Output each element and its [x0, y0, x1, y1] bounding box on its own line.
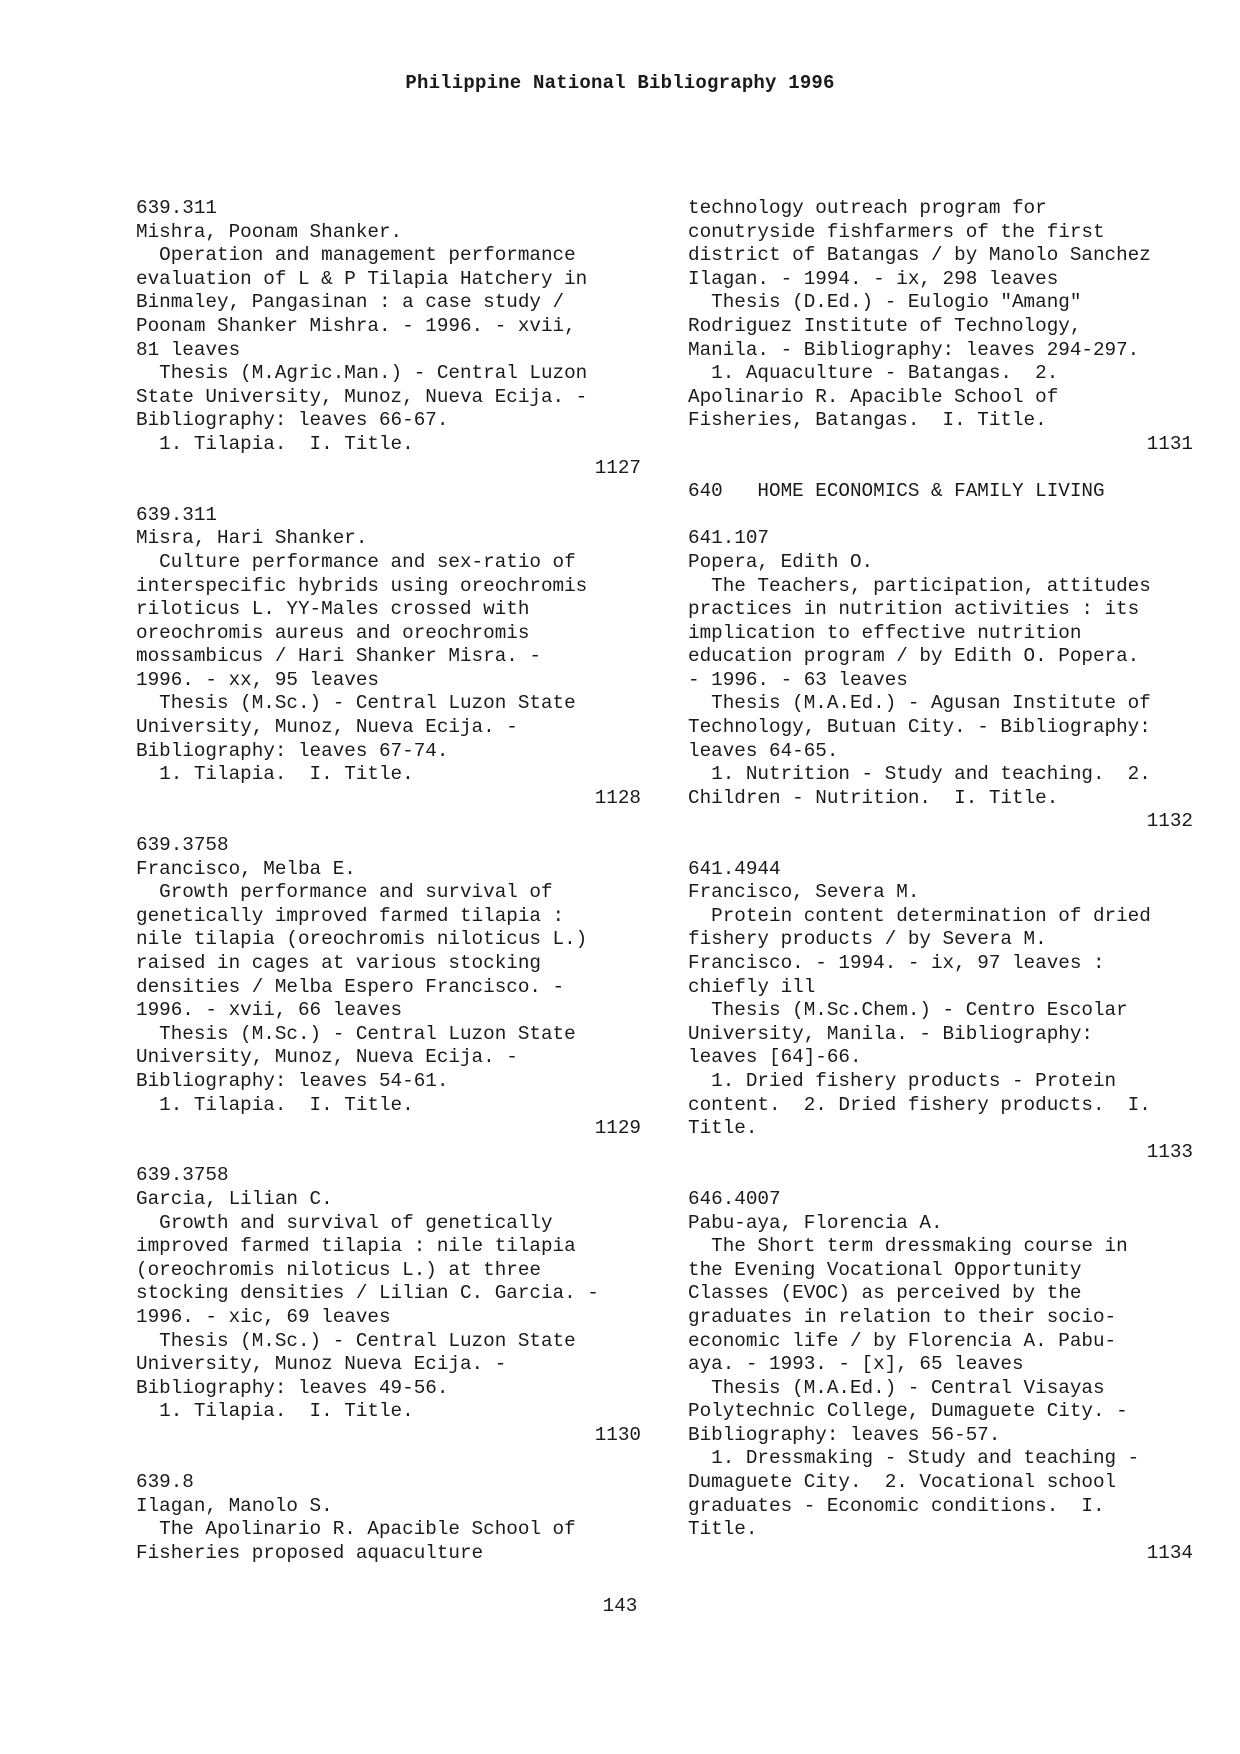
entry-line: content. 2. Dried fishery products. I. [688, 1093, 1151, 1116]
entry-heading: 639.311 [136, 197, 217, 219]
entry-line: Bibliography: leaves 56-57. [688, 1423, 1001, 1446]
entry-line: University, Manila. - Bibliography: [688, 1022, 1093, 1045]
entry-line: Francisco. - 1994. - ix, 97 leaves : [688, 952, 1105, 974]
entry-line: chiefly ill [688, 975, 816, 998]
entry-line: 1996. - xx, 95 leaves [136, 668, 379, 691]
entry-spacer [688, 1164, 1193, 1188]
entry-line: Polytechnic College, Dumaguete City. - [688, 1400, 1128, 1423]
entry-number: 1133 [1146, 1140, 1193, 1163]
entry-line: Growth and survival of genetically [136, 1211, 553, 1234]
entry-line: stocking densities / Lilian C. Garcia. - [136, 1282, 599, 1305]
entry-heading: 639.311 [136, 503, 217, 526]
entry-line: Bibliography: leaves 67-74. [136, 739, 449, 762]
entry-line: riloticus L. YY-Males crossed with [136, 598, 530, 621]
entry-line: Thesis (D.Ed.) - Eulogio "Amang" [688, 291, 1082, 314]
entry-spacer [688, 834, 1193, 858]
entry-number: 1134 [1146, 1541, 1193, 1564]
entry-line: Title. [688, 1518, 758, 1541]
entry-line: Binmaley, Pangasinan : a case study / [136, 291, 565, 314]
bibliography-entry [688, 527, 1193, 834]
entry-line: Thesis (M.A.Ed.) - Central Visayas [688, 1376, 1105, 1399]
entry-line: Thesis (M.Sc.) - Central Luzon State [136, 692, 576, 715]
entry-line: University, Munoz, Nueva Ecija. - [136, 1046, 518, 1069]
entry-line: 1. Tilapia. I. Title. [136, 432, 414, 455]
entry-line: Bibliography: leaves 49-56. [136, 1376, 449, 1399]
entry-line: Thesis (M.Sc.) - Central Luzon State [136, 1022, 576, 1045]
entry-line: implication to effective nutrition [688, 621, 1082, 644]
entry-number: 1132 [1146, 810, 1193, 833]
entry-line: Children - Nutrition. I. Title. [688, 786, 1059, 809]
entry-line: 1. Tilapia. I. Title. [136, 1400, 414, 1423]
entry-line: Growth performance and survival of [136, 881, 553, 904]
entry-heading: 640 HOME ECONOMICS & FAMILY LIVING [688, 480, 1105, 503]
entry-line: district of Batangas / by Manolo Sanchez [688, 244, 1151, 267]
entry-line: Dumaguete City. 2. Vocational school [688, 1471, 1117, 1494]
entry-line: 1996. - xvii, 66 leaves [136, 999, 403, 1022]
entry-line: Thesis (M.Sc.Chem.) - Centro Escolar [688, 999, 1128, 1022]
bibliography-entry [688, 1188, 1193, 1566]
entry-line: densities / Melba Espero Francisco. - [136, 975, 565, 998]
entry-spacer [688, 457, 1193, 481]
entry-spacer [136, 810, 641, 834]
entry-heading: 639.8 [136, 1471, 194, 1494]
entry-line: raised in cages at various stocking [136, 952, 541, 974]
entry-line: graduates - Economic conditions. I. [688, 1494, 1105, 1517]
entry-line: State University, Munoz, Nueva Ecija. - [136, 385, 588, 408]
bibliography-entry [688, 480, 1193, 504]
entry-line: Apolinario R. Apacible School of [688, 385, 1059, 408]
entry-line: 1. Aquaculture - Batangas. 2. [688, 362, 1059, 385]
entry-line: evaluation of L & P Tilapia Hatchery in [136, 267, 588, 290]
entry-line: Culture performance and sex-ratio of [136, 550, 576, 573]
entry-line: 1. Nutrition - Study and teaching. 2. [688, 763, 1151, 786]
entry-line: Fisheries proposed aquaculture [136, 1541, 484, 1564]
entry-line: Popera, Edith O. [688, 550, 874, 573]
entry-spacer [688, 504, 1193, 528]
entry-line: Bibliography: leaves 54-61. [136, 1069, 449, 1092]
entry-line: Fisheries, Batangas. I. Title. [688, 409, 1047, 432]
entry-line: Protein content determination of dried [688, 904, 1151, 927]
entry-line: Thesis (M.Agric.Man.) - Central Luzon [136, 362, 588, 385]
entry-line: Bibliography: leaves 66-67. [136, 409, 449, 432]
entry-heading: 641.107 [688, 527, 769, 550]
entry-line: Francisco, Melba E. [136, 857, 356, 880]
left-column [136, 197, 641, 1565]
entry-line: 1. Dried fishery products - Protein [688, 1069, 1117, 1092]
page-number: 143 [602, 1595, 638, 1617]
entry-line: graduates in relation to their socio- [688, 1305, 1117, 1328]
entry-line: interspecific hybrids using oreochromis [136, 574, 588, 597]
entry-line: Rodriguez Institute of Technology, [688, 314, 1082, 337]
entry-line: Thesis (M.Sc.) - Central Luzon State [136, 1329, 576, 1352]
entry-line: Garcia, Lilian C. [136, 1187, 333, 1210]
entry-line: Operation and management performance [136, 244, 576, 267]
entry-heading: technology outreach program for [688, 197, 1047, 219]
entry-spacer [136, 1447, 641, 1471]
entry-line: The Apolinario R. Apacible School of [136, 1518, 576, 1541]
entry-line: 1. Tilapia. I. Title. [136, 763, 414, 786]
entry-number: 1130 [594, 1423, 641, 1446]
bibliography-entry [136, 504, 641, 811]
entry-line: - 1996. - 63 leaves [688, 668, 908, 691]
entry-number: 1128 [594, 786, 641, 809]
entry-line: genetically improved farmed tilapia : [136, 904, 565, 927]
entry-line: The Short term dressmaking course in [688, 1235, 1128, 1258]
entry-line: Pabu-aya, Florencia A. [688, 1211, 943, 1234]
entry-line: Technology, Butuan City. - Bibliography: [688, 716, 1151, 739]
entry-line: University, Munoz Nueva Ecija. - [136, 1353, 507, 1376]
entry-line: education program / by Edith O. Popera. [688, 645, 1140, 668]
entry-line: Thesis (M.A.Ed.) - Agusan Institute of [688, 692, 1151, 715]
entry-line: Title. [688, 1117, 758, 1140]
bibliography-entry [136, 1164, 641, 1447]
bibliography-entry [688, 197, 1193, 457]
entry-line: practices in nutrition activities : its [688, 598, 1140, 621]
entry-line: 1. Tilapia. I. Title. [136, 1093, 414, 1116]
entry-line: University, Munoz, Nueva Ecija. - [136, 716, 518, 739]
entry-heading: 646.4007 [688, 1187, 781, 1210]
entry-heading: 641.4944 [688, 857, 781, 880]
entry-line: Classes (EVOC) as perceived by the [688, 1282, 1082, 1305]
entry-number: 1129 [594, 1117, 641, 1140]
entry-line: Manila. - Bibliography: leaves 294-297. [688, 338, 1140, 361]
entry-line: Francisco, Severa M. [688, 881, 920, 904]
entry-heading: 639.3758 [136, 834, 229, 857]
bibliography-entry [136, 1471, 641, 1565]
entry-line: fishery products / by Severa M. [688, 928, 1047, 951]
entry-line: mossambicus / Hari Shanker Misra. - [136, 645, 541, 668]
entry-line: leaves [64]-66. [688, 1046, 862, 1069]
entry-line: Ilagan, Manolo S. [136, 1494, 333, 1517]
entry-number: 1127 [594, 456, 641, 479]
entry-line: 1. Dressmaking - Study and teaching - [688, 1447, 1140, 1470]
entry-line: the Evening Vocational Opportunity [688, 1258, 1082, 1281]
bibliography-entry [136, 834, 641, 1141]
entry-spacer [136, 1141, 641, 1165]
entry-number: 1131 [1146, 432, 1193, 455]
entry-line: 1996. - xic, 69 leaves [136, 1305, 391, 1328]
entry-line: Mishra, Poonam Shanker. [136, 220, 403, 243]
entry-spacer [136, 480, 641, 504]
entry-line: Misra, Hari Shanker. [136, 527, 368, 550]
entry-line: oreochromis aureus and oreochromis [136, 621, 530, 644]
page-header: Philippine National Bibliography 1996 [405, 72, 835, 94]
entry-line: nile tilapia (oreochromis niloticus L.) [136, 928, 588, 951]
entry-line: The Teachers, participation, attitudes [688, 574, 1151, 597]
entry-line: Ilagan. - 1994. - ix, 298 leaves [688, 267, 1059, 290]
entry-line: economic life / by Florencia A. Pabu- [688, 1329, 1117, 1352]
entry-heading: 639.3758 [136, 1164, 229, 1187]
entry-line: leaves 64-65. [688, 739, 839, 762]
right-column [688, 197, 1193, 1565]
entry-line: (oreochromis niloticus L.) at three [136, 1258, 541, 1281]
entry-line: 81 leaves [136, 338, 241, 361]
entry-line: Poonam Shanker Mishra. - 1996. - xvii, [136, 314, 576, 337]
bibliography-entry [688, 858, 1193, 1165]
entry-line: aya. - 1993. - [x], 65 leaves [688, 1353, 1024, 1376]
entry-line: conutryside fishfarmers of the first [688, 220, 1105, 243]
entry-line: improved farmed tilapia : nile tilapia [136, 1235, 576, 1258]
bibliography-entry [136, 197, 641, 480]
